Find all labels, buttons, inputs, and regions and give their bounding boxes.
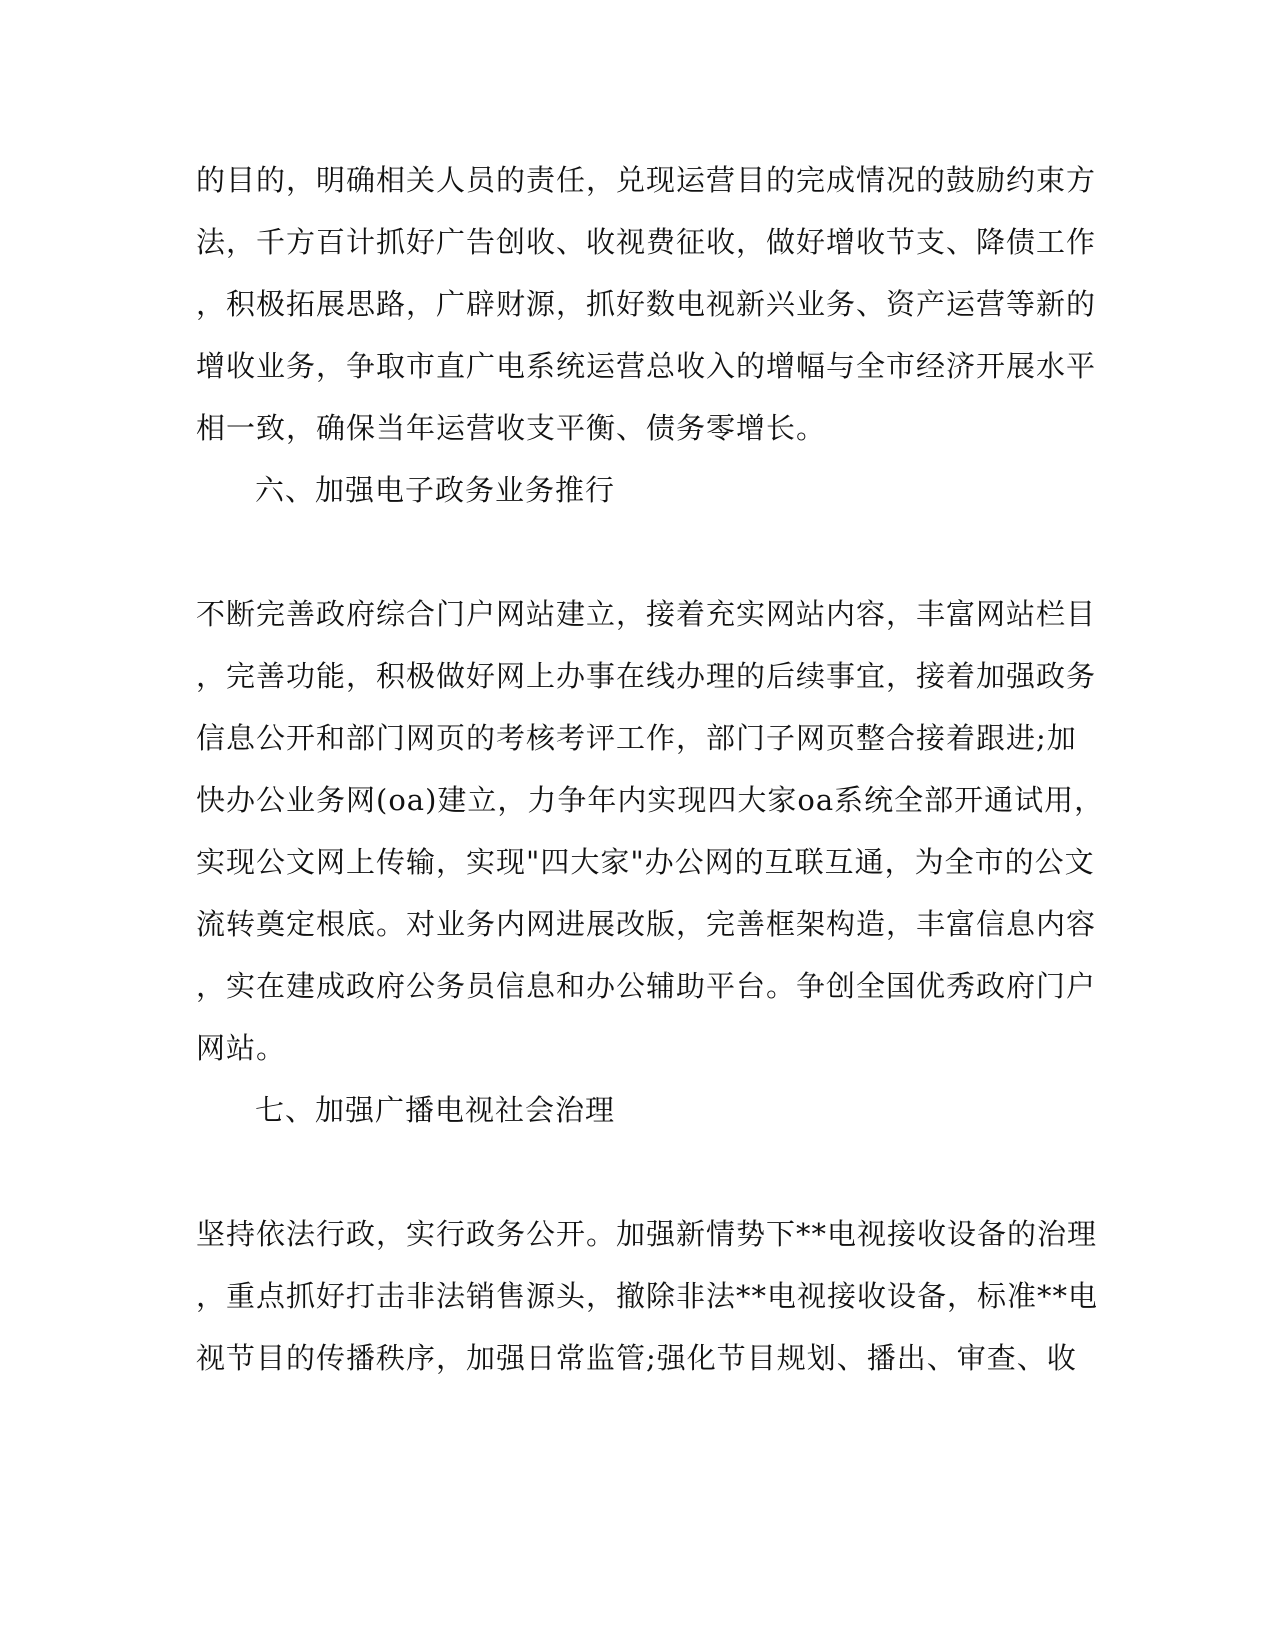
paragraph-1-line-4: 增收业务，争取市直广电系统运营总收入的增幅与全市经济开展水平 <box>196 349 1097 383</box>
paragraph-1-line-3: ，积极拓展思路，广辟财源，抓好数电视新兴业务、资产运营等新的 <box>196 287 1097 321</box>
section-heading-6: 六、加强电子政务业务推行 <box>255 473 616 507</box>
paragraph-2-line-3: 信息公开和部门网页的考核考评工作，部门子网页整合接着跟进;加 <box>196 721 1077 755</box>
paragraph-1-line-5: 相一致，确保当年运营收支平衡、债务零增长。 <box>196 411 827 445</box>
paragraph-2-line-8: 网站。 <box>196 1031 287 1065</box>
paragraph-3-line-1: 坚持依法行政，实行政务公开。加强新情势下**电视接收设备的治理 <box>196 1217 1098 1251</box>
paragraph-2-line-4: 快办公业务网(oa)建立，力争年内实现四大家oa系统全部开通试用， <box>196 783 1105 817</box>
paragraph-2-line-2: ，完善功能，积极做好网上办事在线办理的后续事宜，接着加强政务 <box>196 659 1097 693</box>
paragraph-3-line-2: ，重点抓好打击非法销售源头，撤除非法**电视接收设备，标准**电 <box>196 1279 1099 1313</box>
paragraph-2-line-1: 不断完善政府综合门户网站建立，接着充实网站内容，丰富网站栏目 <box>196 597 1097 631</box>
paragraph-1-line-1: 的目的，明确相关人员的责任，兑现运营目的完成情况的鼓励约束方 <box>196 163 1097 197</box>
paragraph-2-line-5: 实现公文网上传输，实现"四大家"办公网的互联互通，为全市的公文 <box>196 845 1095 879</box>
paragraph-3-line-3: 视节目的传播秩序，加强日常监管;强化节目规划、播出、审查、收 <box>196 1341 1077 1375</box>
paragraph-1-line-2: 法，千方百计抓好广告创收、收视费征收，做好增收节支、降债工作 <box>196 225 1097 259</box>
paragraph-2-line-6: 流转奠定根底。对业务内网进展改版，完善框架构造，丰富信息内容 <box>196 907 1097 941</box>
paragraph-2-line-7: ，实在建成政府公务员信息和办公辅助平台。争创全国优秀政府门户 <box>196 969 1097 1003</box>
section-heading-7: 七、加强广播电视社会治理 <box>255 1093 616 1127</box>
